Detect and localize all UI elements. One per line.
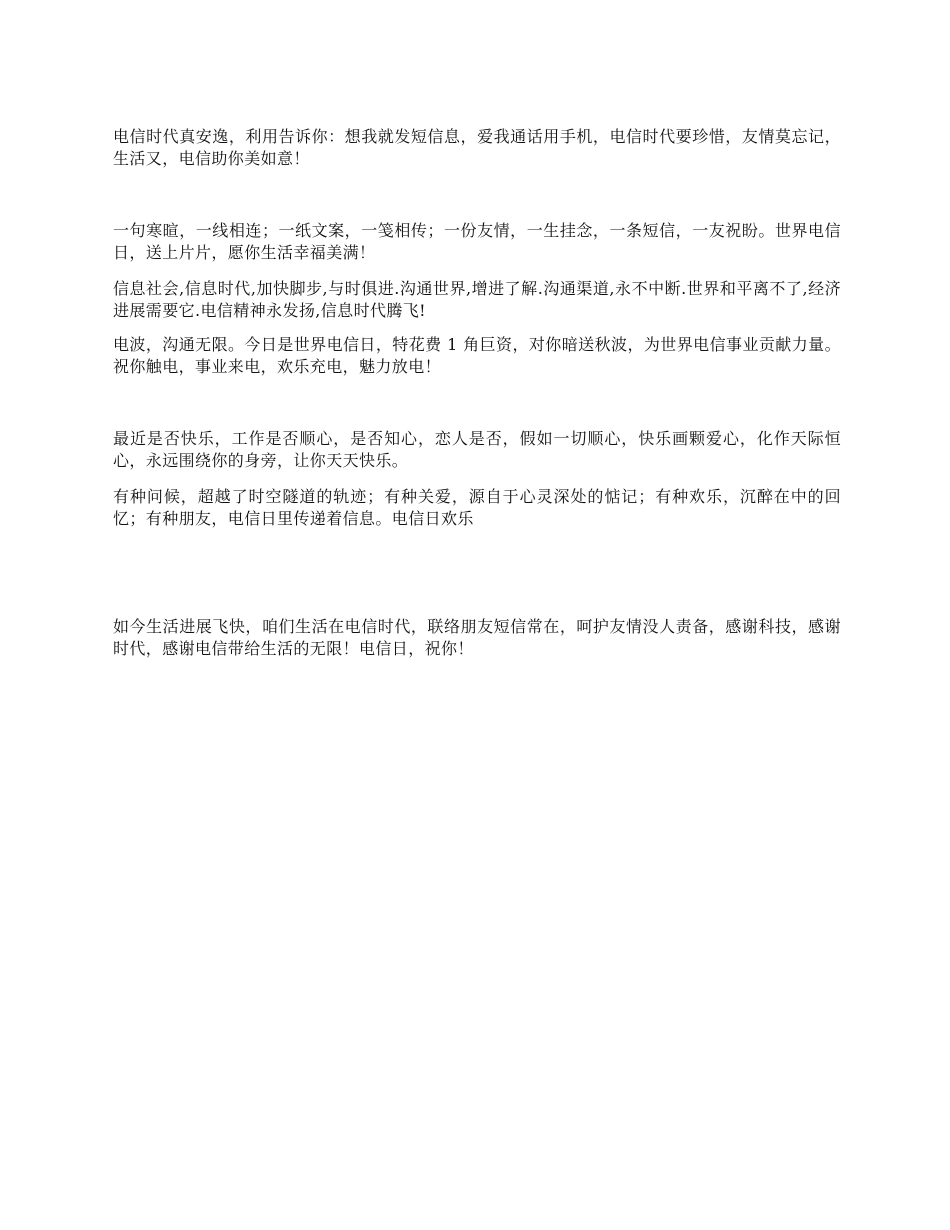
paragraph-1: 电信时代真安逸，利用告诉你：想我就发短信息，爱我通话用手机，电信时代要珍惜，友情莫忘记，生活又，电信助你美如意！ [113,127,841,168]
paragraph-6: 有种问候，超越了时空隧道的轨迹；有种关爱，源自于心灵深处的惦记；有种欢乐，沉醉在中的回忆；有种朋友，电信日里传递着信息。电信日欢乐 [113,487,841,528]
paragraph-2: 一句寒暄，一线相连；一纸文案，一笺相传；一份友情，一生挂念，一条短信，一友祝盼。世界电信日，送上片片，愿你生活幸福美满！ [113,221,841,262]
paragraph-3: 信息社会,信息时代,加快脚步,与时俱进.沟通世界,增进了解.沟通渠道,永不中断.世界和平离不了,经济进展需要它.电信精神永发扬,信息时代腾飞! [113,279,841,320]
paragraph-5: 最近是否快乐，工作是否顺心，是否知心，恋人是否，假如一切顺心，快乐画颗爱心，化作天际恒心，永远围绕你的身旁，让你天天快乐。 [113,429,841,470]
paragraph-7: 如今生活进展飞快，咱们生活在电信时代，联络朋友短信常在，呵护友情没人责备，感谢科技，感谢时代，感谢电信带给生活的无限！电信日，祝你！ [113,617,841,658]
paragraph-4: 电波，沟通无限。今日是世界电信日，特花费 1 角巨资，对你暗送秋波，为世界电信事业贡献力量。祝你触电，事业来电，欢乐充电，魅力放电！ [113,335,841,376]
